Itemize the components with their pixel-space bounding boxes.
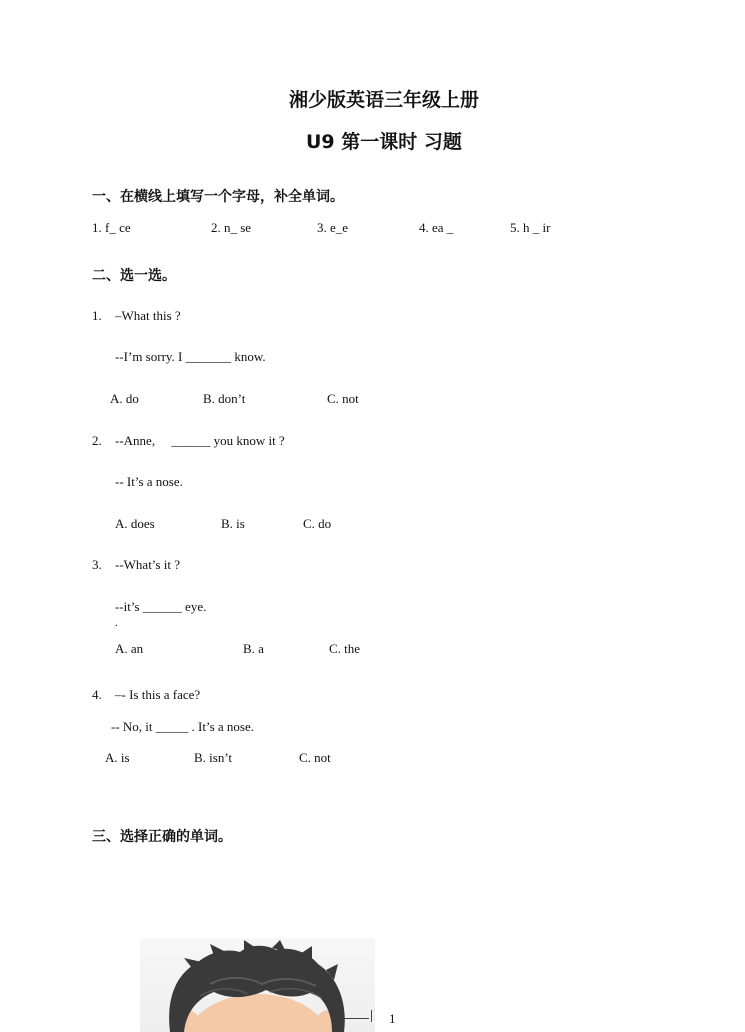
question-4-answer: -- No, it _____ . It’s a nose.	[111, 719, 254, 734]
question-1-option-b: B. don’t	[203, 391, 246, 406]
question-1-text: –What this ?	[115, 308, 181, 323]
question-4-option-a: A. is	[105, 750, 130, 765]
boy-face-illustration	[140, 938, 375, 1032]
fill-letter-item-2: 2. n_ se	[211, 220, 252, 235]
question-4-option-b: B. isn’t	[194, 750, 233, 765]
question-1-number: 1.	[92, 308, 102, 323]
fill-letter-item-1: 1. f_ ce	[92, 220, 131, 235]
question-3-option-b: B. a	[243, 641, 264, 656]
question-2-option-a: A. does	[115, 516, 155, 531]
footer-tick	[371, 1010, 372, 1022]
page-subtitle: U9 第一课时 习题	[306, 131, 462, 153]
question-3-dot: .	[115, 617, 118, 629]
fill-letter-item-3: 3. e_e	[317, 220, 349, 235]
question-2-number: 2.	[92, 433, 102, 448]
question-2-option-b: B. is	[221, 516, 245, 531]
question-3-option-a: A. an	[115, 641, 144, 656]
question-2-answer: -- It’s a nose.	[115, 474, 183, 489]
footer-rule	[343, 1018, 369, 1019]
question-3-number: 3.	[92, 557, 102, 572]
page-title: 湘少版英语三年级上册	[289, 89, 480, 111]
page-number: 1	[389, 1011, 396, 1026]
question-4-text: –- Is this a face?	[115, 687, 201, 702]
question-1-answer: --I’m sorry. I _______ know.	[115, 349, 266, 364]
question-1-option-a: A. do	[110, 391, 139, 406]
section-1-heading: 一、在横线上填写一个字母，补全单词。	[92, 189, 344, 205]
fill-letter-item-5: 5. h _ ir	[510, 220, 551, 235]
question-1-option-c: C. not	[327, 391, 359, 406]
section-3-heading: 三、选择正确的单词。	[92, 829, 232, 845]
question-3-answer: --it’s ______ eye.	[115, 599, 207, 614]
question-3-option-c: C. the	[329, 641, 361, 656]
question-4-option-c: C. not	[299, 750, 331, 765]
question-3-text: --What’s it ?	[115, 557, 180, 572]
section-2-heading: 二、选一选。	[92, 268, 176, 284]
question-2-text: --Anne, ______ you know it ?	[115, 433, 285, 448]
fill-letter-item-4: 4. ea _	[419, 220, 454, 235]
question-2-option-c: C. do	[303, 516, 332, 531]
question-4-number: 4.	[92, 687, 102, 702]
